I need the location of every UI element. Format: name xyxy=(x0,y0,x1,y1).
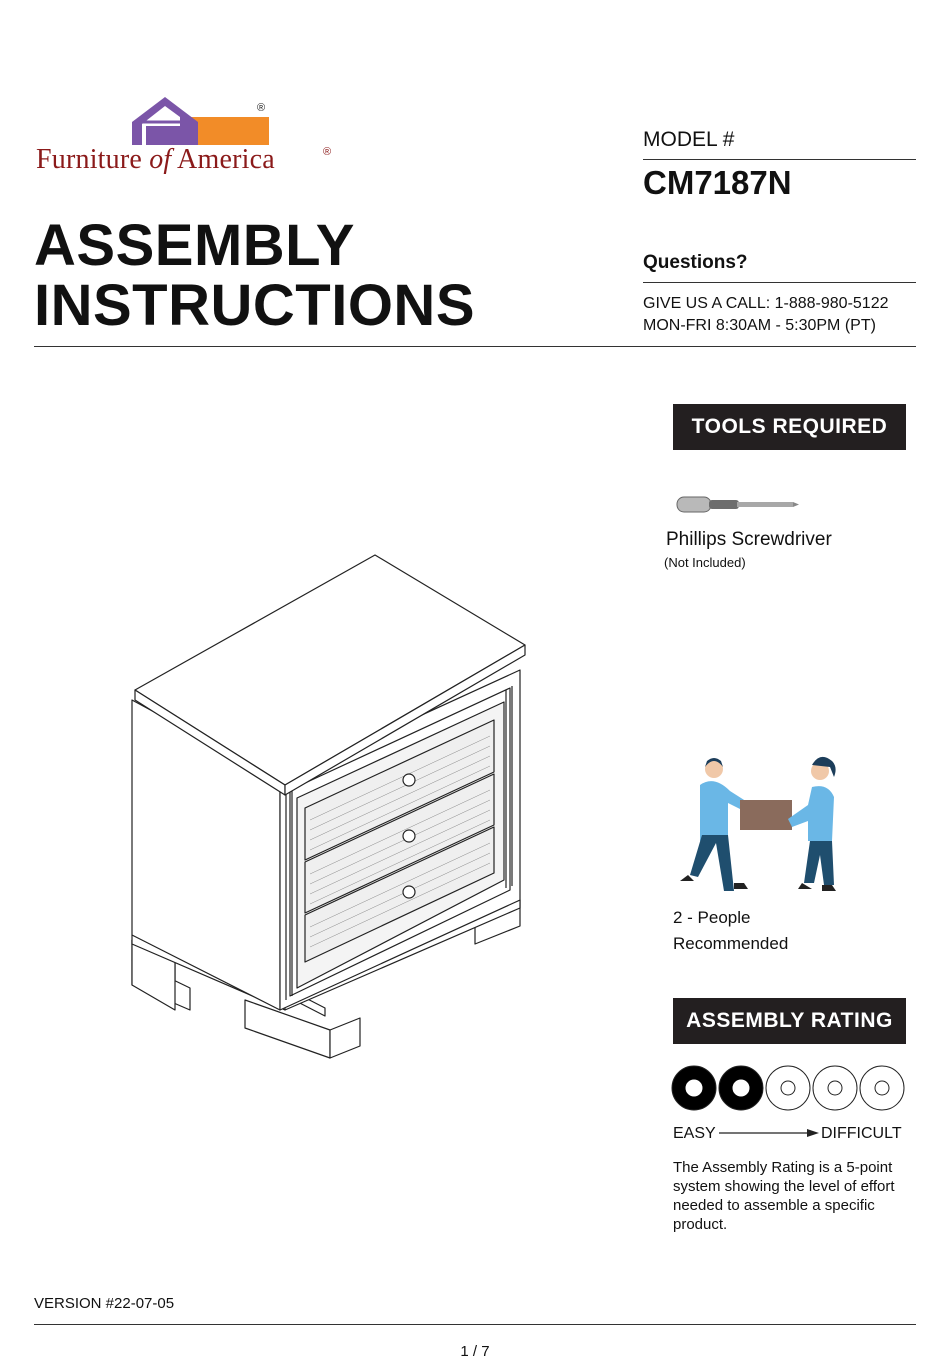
nightstand-illustration xyxy=(120,540,540,1070)
rating-dot-filled xyxy=(672,1066,716,1110)
brand-logo xyxy=(30,92,350,192)
questions-label: Questions? xyxy=(643,252,748,273)
tools-required-badge: TOOLS REQUIRED xyxy=(673,404,906,450)
version-label: VERSION #22-07-05 xyxy=(34,1295,175,1312)
brand-name: Furniture of America xyxy=(36,144,275,175)
page-title: ASSEMBLY INSTRUCTIONS xyxy=(34,213,475,338)
house-logo-icon xyxy=(30,92,350,152)
rating-dot-filled xyxy=(719,1066,763,1110)
screwdriver-icon xyxy=(675,492,800,518)
scale-arrow-icon xyxy=(717,1126,821,1140)
phone-line: GIVE US A CALL: 1-888-980-5122 xyxy=(643,295,889,312)
header-divider xyxy=(34,346,916,347)
hours-line: MON-FRI 8:30AM - 5:30PM (PT) xyxy=(643,317,876,334)
divider xyxy=(643,282,916,283)
two-people-carrying-box-icon xyxy=(672,755,857,895)
registered-mark-2: ® xyxy=(323,146,332,158)
divider xyxy=(643,159,916,160)
model-label: MODEL # xyxy=(643,128,735,151)
people-recommendation: 2 - People Recommended xyxy=(673,908,789,953)
contact-info xyxy=(643,293,888,337)
registered-mark: ® xyxy=(257,102,266,114)
easy-label: EASY xyxy=(673,1125,716,1142)
assembly-rating-badge: ASSEMBLY RATING xyxy=(673,998,906,1044)
footer-divider xyxy=(34,1324,916,1325)
page-number: 1 / 7 xyxy=(460,1343,490,1360)
difficult-label: DIFFICULT xyxy=(821,1125,902,1142)
rating-dot-empty xyxy=(860,1066,904,1110)
tool-name: Phillips Screwdriver xyxy=(666,529,832,550)
model-number: CM7187N xyxy=(643,164,792,201)
tool-note: (Not Included) xyxy=(664,555,746,570)
rating-description: The Assembly Rating is a 5-point system showing the level of effort needed to assemble a specific product. xyxy=(673,1159,895,1233)
rating-dot-empty xyxy=(766,1066,810,1110)
rating-dots xyxy=(670,1064,906,1112)
rating-dot-empty xyxy=(813,1066,857,1110)
